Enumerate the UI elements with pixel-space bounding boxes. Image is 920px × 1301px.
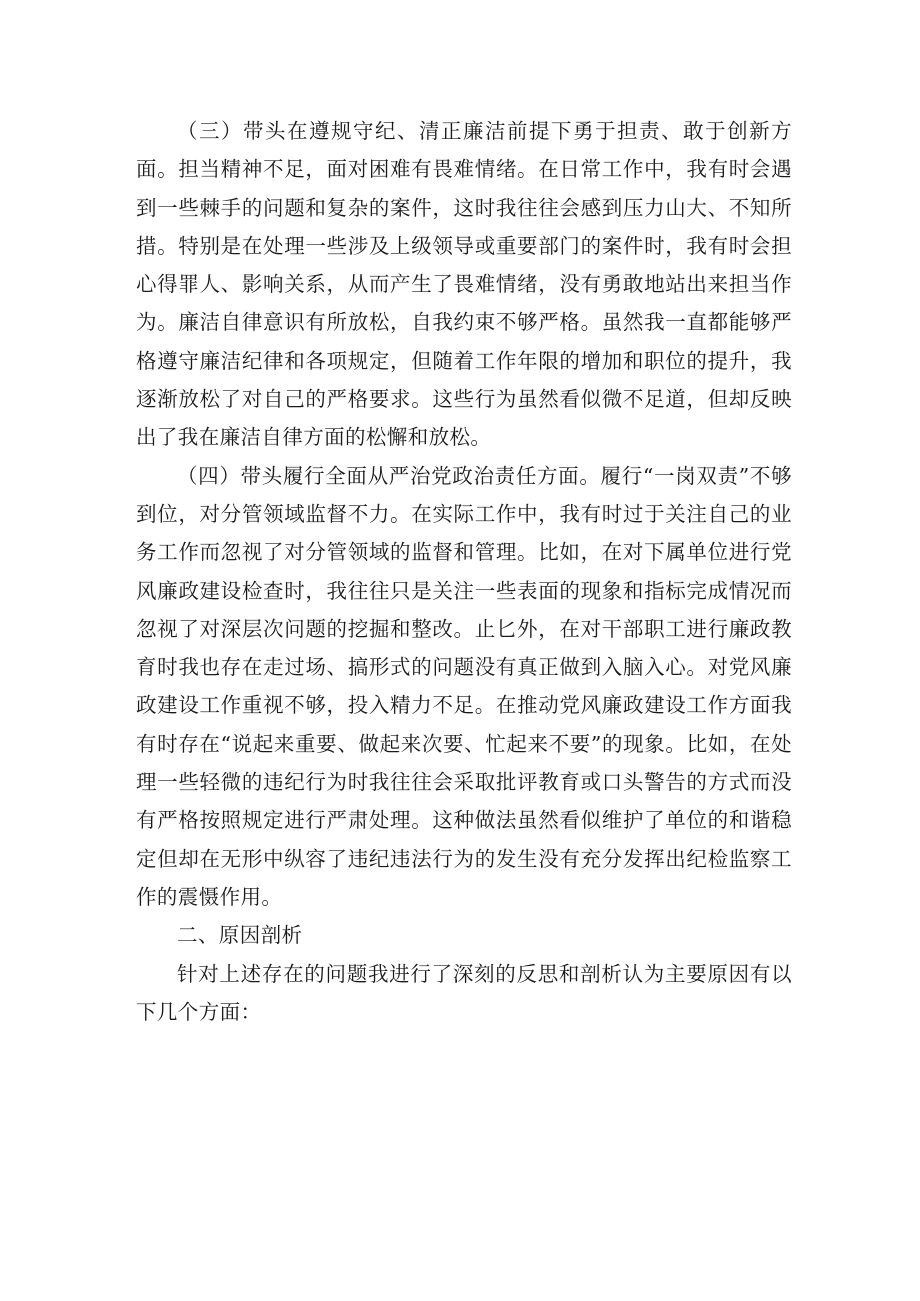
paragraph-section-three: （三）带头在遵规守纪、清正廉洁前提下勇于担责、敢于创新方面。担当精神不足，面对困难有畏难情绪。在日常工作中，我有时会遇到一些棘手的问题和复杂的案件，这时我往往会感到压力山大、不知所措。特别是在处理一些涉及上级领导或重要部门的案件时，我有时会担心得罪人、影响关系，从而产生了畏难情绪，没有勇敢地站出来担当作为。廉洁自律意识有所放松，自我约束不够严格。虽然我一直都能够严格遵守廉洁纪律和各项规定，但随着工作年限的增加和职位的提升，我逐渐放松了对自己的严格要求。这些行为虽然看似微不足道，但却反映出了我在廉洁自律方面的松懈和放松。 [136,119,792,450]
paragraph-cause-intro: 针对上述存在的问题我进行了深刻的反思和剖析认为主要原因有以下几个方面： [136,961,792,1024]
document-body [136,112,792,1031]
section-heading-cause-analysis: 二、原因剖析 [177,923,303,948]
paragraph-section-four: （四）带头履行全面从严治党政治责任方面。履行“一岗双责”不够到位，对分管领域监督不力。在实际工作中，我有时过于关注自己的业务工作而忽视了对分管领域的监督和管理。比如，在对下属单位进行党风廉政建设检查时，我往往只是关注一些表面的现象和指标完成情况而忽视了对深层次问题的挖掘和整改。止匕外，在对干部职工进行廉政教育时我也存在走过场、搞形式的问题没有真正做到入脑入心。对党风廉政建设工作重视不够，投入精力不足。在推动党风廉政建设工作方面我有时存在“说起来重要、做起来次要、忙起来不要”的现象。比如，在处理一些轻微的违纪行为时我往往会采取批评教育或口头警告的方式而没有严格按照规定进行严肃处理。这种做法虽然看似维护了单位的和谐稳定但却在无形中纵容了违纪违法行为的发生没有充分发挥出纪检监察工作的震慑作用。 [136,463,792,909]
